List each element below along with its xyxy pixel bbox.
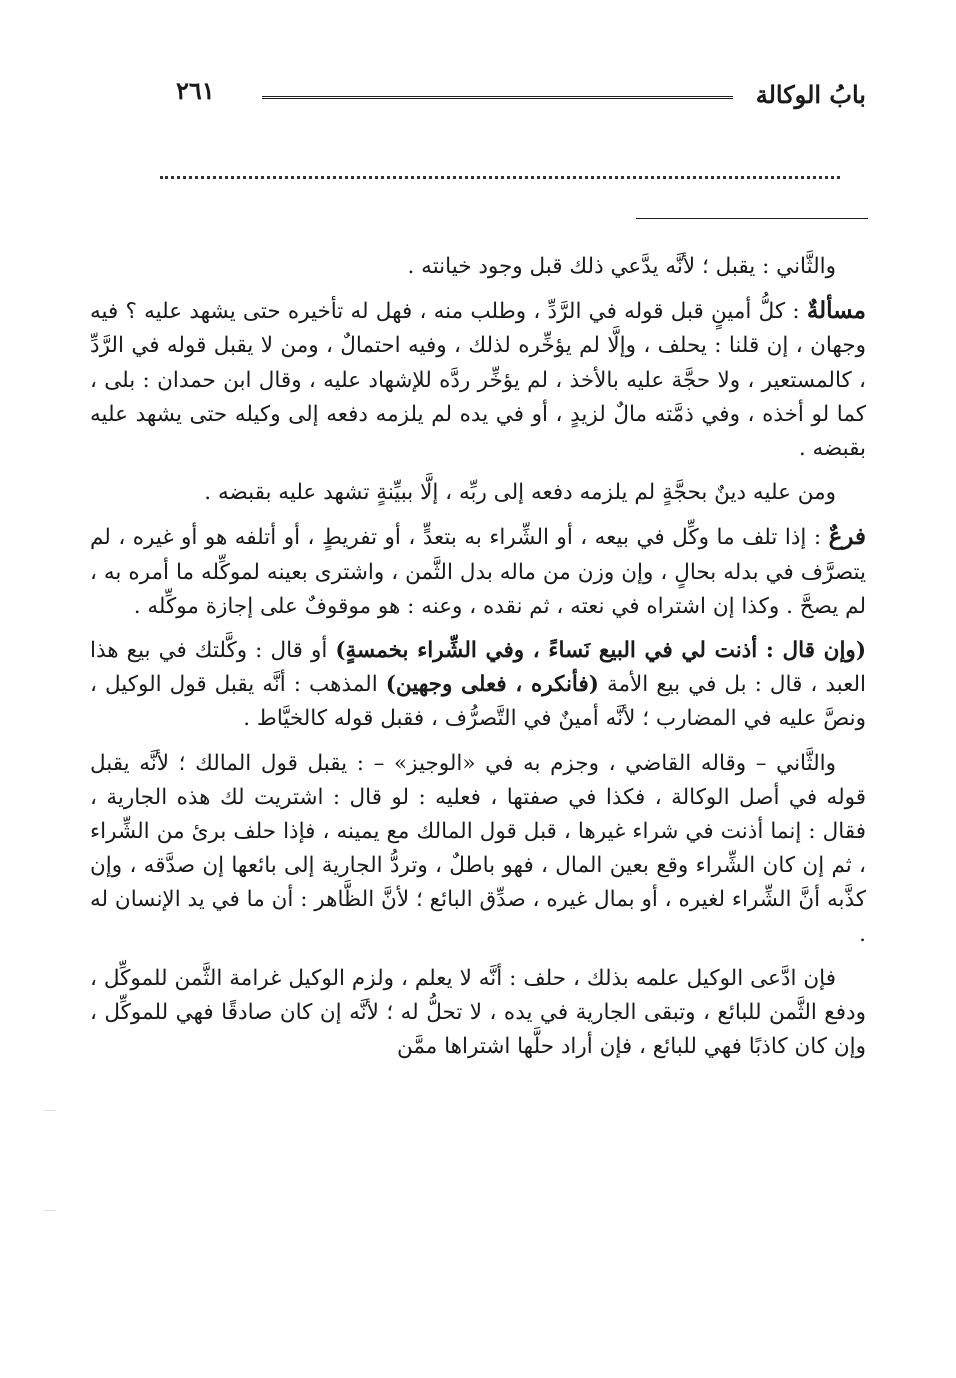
matn-quote: (فأنكره ، فعلى وجهين): [385, 672, 599, 698]
margin-mark: [44, 1110, 56, 1111]
paragraph-text: والثَّاني – وقاله القاضي ، وجزم به في «الوجيز» – : يقبل قول المالك ؛ لأنَّه يقبل قوله في أصل الوكالة ، فكذا في صفتها ، فعليه : لو قال : اشتريت لك هذه الجارية ، فقال : إنما أذنت في شراء غيرها ، قبل قول المالك مع يمينه ، فإذا حلف برئ من الشِّراء ، ثم إن كان الشِّراء وقع بعين المال ، فهو باطلٌ ، وتردُّ الجارية إلى بائعها إن صدَّقه ، وإن كذَّبه أنَّ الشِّراء لغيره ، أو بمال غيره ، صدِّق البائع ؛ لأنَّ الظَّاهر : أن ما في يد الإنسان له .: [90, 750, 866, 947]
paragraph-text: والثَّاني : يقبل ؛ لأنَّه يدَّعي ذلك قبل وجود خيانته .: [407, 254, 836, 279]
paragraph-text: : كلُّ أمينٍ قبل قوله في الرَّدِّ ، وطلب منه ، فهل له تأخيره حتى يشهد عليه ؟ فيه وجهان ، إن قلنا : يحلف ، وإلَّا لم يؤخِّره لذلك ، وفيه احتمالٌ ، ومن لا يقبل قوله في الرَّدِّ ، كالمستعير ، ولا حجَّة عليه بالأخذ ، لم يؤخِّر ردَّه للإشهاد عليه ، وقال ابن حمدان : بلى ، كما لو أخذه ، وفي ذمَّته مالٌ لزيدٍ ، أو في يده لم يلزمه دفعه إلى وكيله حتى يشهد عليه بقبضه .: [90, 299, 866, 462]
page-number: ٢٦١: [176, 76, 215, 105]
paragraph-heading: مسألةٌ: [806, 297, 866, 325]
paragraph-text: ومن عليه دينٌ بحجَّةٍ لم يلزمه دفعه إلى ربِّه ، إلَّا ببيِّنةٍ تشهد عليه بقبضه .: [204, 480, 836, 506]
paragraph: [90, 962, 866, 1065]
paragraph: [90, 520, 866, 624]
section-rule: [636, 218, 868, 219]
body-text: [90, 250, 866, 1074]
matn-quote: (وإن قال : أذنت لي في البيع نَساءً ، وفي الشِّراء بخمسةٍ): [335, 638, 866, 664]
chapter-title: بابُ الوكالة: [755, 80, 866, 109]
header-rule: [262, 96, 733, 99]
paragraph-text: المذهب : أنَّه يقبل قول الوكيل ، ونصَّ عليه في المضارب ؛ لأنَّه أمينٌ في التَّصرُّف ، فقبل قوله كالخيَّاط .: [90, 672, 866, 732]
paragraph-text: : إذا تلف ما وكِّل في بيعه ، أو الشِّراء به بتعدٍّ ، أو تفريطٍ ، أو أتلفه هو أو غيره ، لم يتصرَّف في بدله بحالٍ ، وإن وزن من ماله بدل الثَّمن ، واشترى بعينه لموكِّله ما أمره به ، لم يصحَّ . وكذا إن اشتراه في نعته ، ثم نقده ، وعنه : هو موقوفٌ على إجازة موكِّله .: [90, 525, 866, 619]
paragraph-text: فإن ادَّعى الوكيل علمه بذلك ، حلف : أنَّه لا يعلم ، ولزم الوكيل غرامة الثَّمن للموكِّل ، ودفع الثَّمن للبائع ، وتبقى الجارية في يده ، لا تحلُّ له ؛ لأنَّه إن كان صادقًا فهي للموكِّل ، وإن كان كاذبًا فهي للبائع ، فإن أراد حلَّها اشتراها ممَّن: [90, 965, 866, 1060]
paragraph: [90, 634, 866, 737]
paragraph: [90, 250, 866, 284]
paragraph: [90, 476, 866, 510]
paragraph: [90, 294, 866, 466]
paragraph-text: أو قال : وكَّلتك في بيع هذا العبد ، قال : بل في بيع الأمة: [90, 638, 866, 698]
paragraph-heading: فرعٌ: [828, 523, 866, 551]
paragraph: [90, 747, 866, 952]
margin-mark: [44, 1210, 56, 1211]
dotted-separator: [160, 176, 840, 179]
